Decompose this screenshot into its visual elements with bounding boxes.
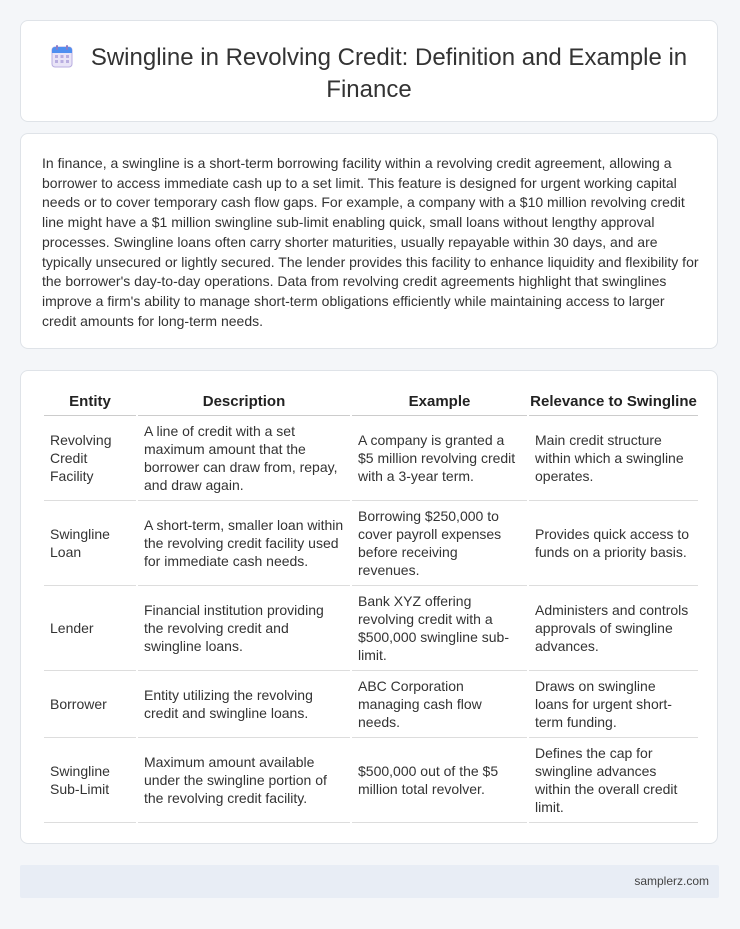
cell-entity: Swingline Sub-Limit	[44, 738, 136, 823]
cell-relevance: Provides quick access to funds on a priority basis.	[529, 501, 698, 586]
table-row	[44, 416, 698, 501]
footer-bar	[20, 865, 719, 898]
cell-example: ABC Corporation managing cash flow needs.	[352, 671, 527, 738]
header-description: Description	[138, 389, 350, 416]
footer-site-link[interactable]: samplerz.com	[634, 874, 709, 888]
cell-example: A company is granted a $5 million revolving credit with a 3-year term.	[352, 416, 527, 501]
header-entity: Entity	[44, 389, 136, 416]
calendar-icon	[51, 44, 73, 75]
table-row	[44, 671, 698, 738]
table-row	[44, 586, 698, 671]
table-header-row	[44, 389, 698, 416]
page-title-wrap	[21, 43, 717, 104]
cell-description: Financial institution providing the revolving credit and swingline loans.	[138, 586, 350, 671]
cell-relevance: Administers and controls approvals of swingline advances.	[529, 586, 698, 671]
header-relevance: Relevance to Swingline	[529, 389, 698, 416]
table-card	[20, 370, 718, 844]
intro-card	[20, 133, 718, 349]
intro-paragraph: In finance, a swingline is a short-term borrowing facility within a revolving credit agreement, allowing a borrower to access immediate cash up to a set limit. This feature is designed for urgent working capital needs or to cover temporary cash flow gaps. For example, a company with a $10 million revolving credit line might have a $1 million swingline sub-limit enabling quick, small loans without lengthy approval processes. Swingline loans often carry shorter maturities, usually repayable within 30 days, and are typically unsecured or lightly secured. The lender provides this facility to enhance liquidity and flexibility for the borrower's day-to-day operations. Data from revolving credit agreements highlight that swinglines improve a firm's ability to manage short-term obligations efficiently while maintaining access to larger credit amounts for long-term needs.	[42, 155, 699, 329]
cell-example: Borrowing $250,000 to cover payroll expenses before receiving revenues.	[352, 501, 527, 586]
cell-description: A line of credit with a set maximum amount that the borrower can draw from, repay, and draw again.	[138, 416, 350, 501]
cell-description: Entity utilizing the revolving credit and swingline loans.	[138, 671, 350, 738]
page-title: Swingline in Revolving Credit: Definition and Example in Finance	[90, 44, 688, 103]
cell-entity: Swingline Loan	[44, 501, 136, 586]
cell-example: $500,000 out of the $5 million total revolver.	[352, 738, 527, 823]
title-card	[20, 20, 718, 122]
cell-relevance: Main credit structure within which a swingline operates.	[529, 416, 698, 501]
header-example: Example	[352, 389, 527, 416]
table-row	[44, 501, 698, 586]
entity-table	[42, 389, 700, 823]
cell-description: A short-term, smaller loan within the revolving credit facility used for immediate cash needs.	[138, 501, 350, 586]
cell-entity: Lender	[44, 586, 136, 671]
cell-entity: Revolving Credit Facility	[44, 416, 136, 501]
cell-relevance: Draws on swingline loans for urgent short-term funding.	[529, 671, 698, 738]
table-row	[44, 738, 698, 823]
cell-entity: Borrower	[44, 671, 136, 738]
cell-example: Bank XYZ offering revolving credit with a $500,000 swingline sub-limit.	[352, 586, 527, 671]
cell-description: Maximum amount available under the swingline portion of the revolving credit facility.	[138, 738, 350, 823]
cell-relevance: Defines the cap for swingline advances within the overall credit limit.	[529, 738, 698, 823]
